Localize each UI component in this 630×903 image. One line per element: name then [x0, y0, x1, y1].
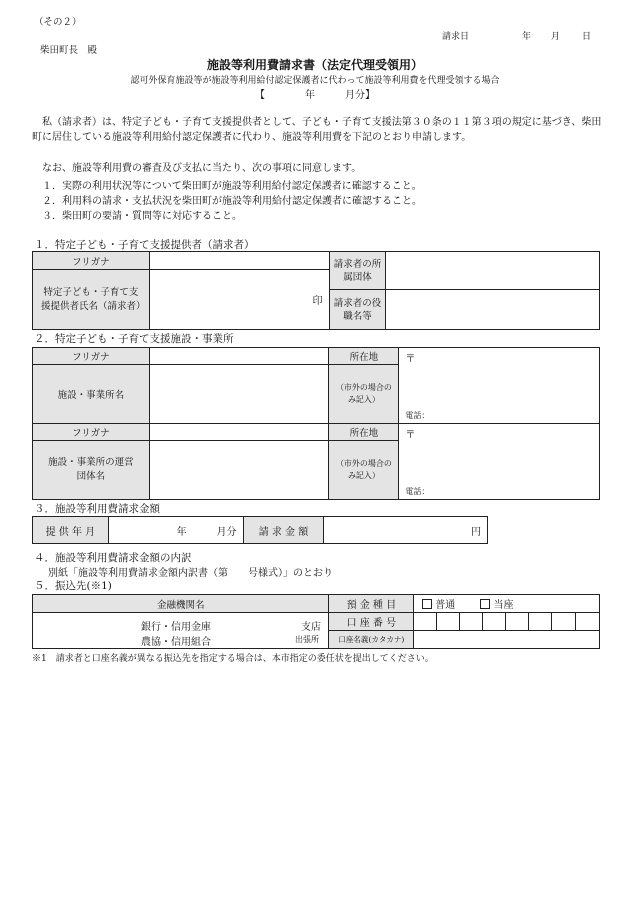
account-digit-6[interactable] — [529, 613, 552, 631]
account-holder-label: 口座名義(カタカナ) — [329, 631, 414, 649]
account-holder-field[interactable] — [414, 631, 600, 649]
account-digit-2[interactable] — [437, 613, 460, 631]
furigana-label: フリガナ — [33, 252, 150, 270]
account-digit-7[interactable] — [551, 613, 575, 631]
intro-paragraph: 私（請求者）は、特定子ども・子育て支援提供者として、子ども・子育て支援法第３０条の１１第３項の規定に基づき、柴田町に居住している施設等利用給付認定保護者に代わり、施設等利用費を下記のとおり申請します。 — [32, 117, 602, 143]
facility-name-label: 施設・事業所名 — [33, 365, 150, 424]
furigana-field[interactable] — [149, 252, 329, 270]
document-title: 施設等利用費請求書（法定代理受領用） — [206, 58, 423, 72]
section5-heading: ５．振込先(※1) — [34, 580, 112, 592]
page-number: （その２） — [34, 17, 82, 28]
operator-furigana-label: フリガナ — [33, 424, 150, 441]
operator-name-label: 施設・事業所の運営団体名 — [33, 441, 150, 500]
section5-table — [32, 594, 600, 649]
account-digit-5[interactable] — [506, 613, 529, 631]
section1-heading: １．特定子ども・子育て支援提供者（請求者） — [34, 239, 255, 251]
checkbox-current[interactable] — [480, 600, 513, 611]
facility-name-field[interactable] — [149, 365, 329, 424]
section3-table — [32, 516, 488, 544]
facility-phone-label: 電話： — [405, 411, 430, 420]
checkbox-ordinary-label: 普通 — [435, 600, 456, 611]
facility-postal-mark: 〒 — [405, 354, 416, 365]
checkbox-current-label: 当座 — [493, 600, 514, 611]
request-date-label: 請求日 — [442, 32, 470, 42]
sub-branch-label: 出張所 — [295, 635, 319, 644]
checkbox-ordinary[interactable] — [422, 600, 455, 611]
account-digit-8[interactable] — [575, 613, 599, 631]
operator-furigana-field[interactable] — [149, 424, 329, 441]
org-field[interactable] — [386, 252, 600, 290]
request-date-day: 日 — [582, 32, 592, 42]
title-field[interactable] — [386, 290, 600, 330]
bank-name-field[interactable] — [33, 613, 329, 649]
yen-unit: 円 — [471, 526, 481, 538]
operator-phone-label: 電話： — [405, 487, 430, 496]
consent-item-3: ３．柴田町の要請・質問等に対応すること。 — [42, 211, 242, 222]
account-digit-3[interactable] — [460, 613, 483, 631]
request-date-year: 年 — [522, 32, 532, 42]
section1-table — [32, 251, 600, 330]
account-digit-4[interactable] — [483, 613, 506, 631]
operator-address-label: 所在地 — [329, 424, 399, 441]
section2-heading: ２．特定子ども・子育て支援施設・事業所 — [34, 333, 234, 345]
bank-type-line1: 銀行・信用金庫 — [141, 622, 211, 633]
addressee: 柴田町長 殿 — [40, 45, 98, 56]
facility-address-label: 所在地 — [329, 348, 399, 365]
consent-item-2: ２．利用料の請求・支払状況を柴田町が施設等利用給付認定保護者に確認すること。 — [42, 196, 422, 207]
billing-period: 【 年 月分】 — [255, 90, 375, 101]
section4-heading: ４．施設等利用費請求金額の内訳 — [34, 552, 192, 564]
account-number-label: 口 座 番 号 — [329, 613, 414, 631]
bank-name-label: 金融機関名 — [33, 595, 329, 613]
operator-address-note: （市外の場合のみ記入） — [329, 441, 399, 500]
account-type-field — [414, 595, 600, 613]
breakdown-note: 別紙「施設等利用費請求金額内訳書（第 号様式）」のとおり — [48, 568, 333, 579]
consent-item-1: １．実際の利用状況等について柴田町が施設等利用給付認定保護者に確認すること。 — [42, 181, 422, 192]
provision-month-field[interactable]: 年 月分 — [108, 517, 243, 544]
bank-type-line2: 農協・信用組合 — [141, 637, 211, 648]
checkbox-ordinary-box — [422, 599, 432, 609]
facility-furigana-field[interactable] — [149, 348, 329, 365]
checkbox-current-box — [480, 599, 490, 609]
account-digit-1[interactable] — [414, 613, 437, 631]
amount-label: 請 求 金 額 — [243, 517, 324, 544]
section3-heading: ３．施設等利用費請求金額 — [34, 503, 160, 515]
account-type-label: 預 金 種 目 — [329, 595, 414, 613]
facility-address-note: （市外の場合のみ記入） — [329, 365, 399, 424]
org-label: 請求者の所属団体 — [329, 252, 386, 290]
document-subtitle: 認可外保育施設等が施設等利用給付認定保護者に代わって施設等利用費を代理受領する場合 — [130, 76, 500, 86]
branch-label: 支店 — [301, 622, 321, 633]
operator-name-field[interactable] — [149, 441, 329, 500]
footnote: ※1 請求者と口座名義が異なる振込先を指定する場合は、本市指定の委任状を提出してください。 — [32, 654, 434, 664]
consent-lead: なお、施設等利用費の審査及び支払に当たり、次の事項に同意します。 — [42, 163, 362, 174]
amount-field[interactable] — [324, 517, 488, 544]
provider-name-field[interactable] — [149, 270, 329, 330]
operator-address-field[interactable] — [399, 424, 600, 500]
section2-table — [32, 347, 600, 500]
title-label: 請求者の役職名等 — [329, 290, 386, 330]
seal-mark: 印 — [312, 296, 323, 307]
provider-name-label: 特定子ども・子育て支援提供者氏名（請求者） — [33, 270, 150, 330]
facility-address-field[interactable] — [399, 348, 600, 424]
provision-month-label: 提 供 年 月 — [33, 517, 109, 544]
facility-furigana-label: フリガナ — [33, 348, 150, 365]
operator-postal-mark: 〒 — [405, 430, 416, 441]
request-date-month: 月 — [551, 32, 561, 42]
